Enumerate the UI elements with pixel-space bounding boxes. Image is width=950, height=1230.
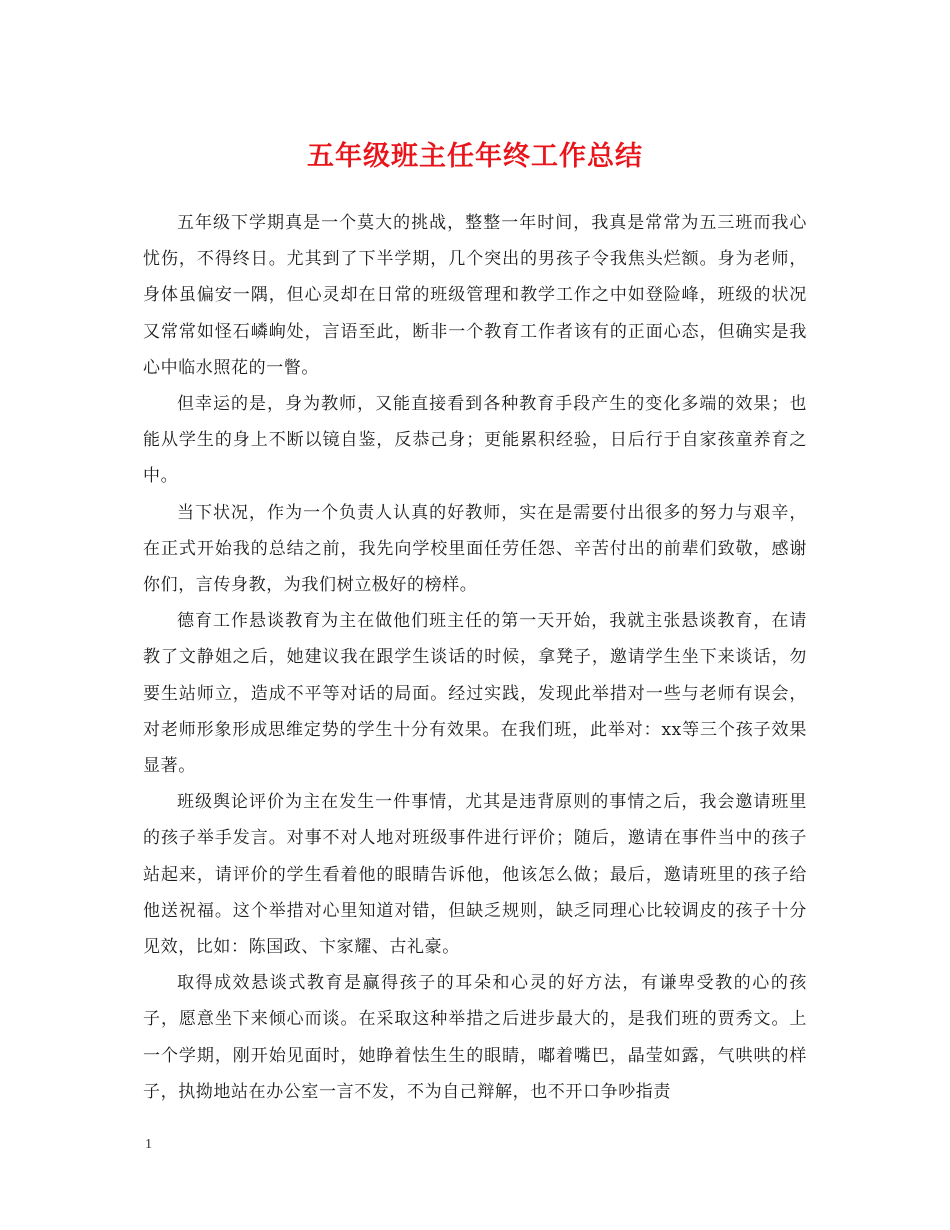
paragraph-3: 当下状况，作为一个负责人认真的好教师，实在是需要付出很多的努力与艰辛，在正式开始我的总结之前，我先向学校里面任劳任怨、辛苦付出的前辈们致敬，感谢你们，言传身教，为我们树立极好的榜样。 — [143, 502, 807, 596]
paragraph-5: 班级舆论评价为主在发生一件事情，尤其是违背原则的事情之后，我会邀请班里的孩子举手发言。对事不对人地对班级事件进行评价；随后，邀请在事件当中的孩子站起来，请评价的学生看着他的眼睛告诉他，他该怎么做；最后，邀请班里的孩子给他送祝福。这个举措对心里知道对错，但缺乏规则，缺乏同理心比较调皮的孩子十分见效，比如：陈国政、卞家耀、古礼豪。 — [143, 792, 807, 958]
document-title: 五年级班主任年终工作总结 — [307, 141, 643, 172]
paragraph-1: 五年级下学期真是一个莫大的挑战，整整一年时间，我真是常常为五三班而我心忧伤，不得终日。尤其到了下半学期，几个突出的男孩子令我焦头烂额。身为老师，身体虽偏安一隅，但心灵却在日常的班级管理和教学工作之中如登险峰，班级的状况又常常如怪石嶙峋处，言语至此，断非一个教育工作者该有的正面心态，但确实是我心中临水照花的一瞥。 — [143, 213, 807, 378]
document-body — [143, 205, 807, 1110]
paragraph-6: 取得成效悬谈式教育是赢得孩子的耳朵和心灵的好方法，有谦卑受教的心的孩子，愿意坐下来倾心而谈。在采取这种举措之后进步最大的，是我们班的贾秀文。上一个学期，刚开始见面时，她睁着怯生生的眼睛，嘟着嘴巴，晶莹如露，气哄哄的样子，执拗地站在办公室一言不发，不为自己辩解，也不开口争吵指责 — [143, 973, 807, 1102]
paragraph-2: 但幸运的是，身为教师，又能直接看到各种教育手段产生的变化多端的效果；也能从学生的身上不断以镜自鉴，反恭己身；更能累积经验，日后行于自家孩童养育之中。 — [143, 394, 807, 487]
page-number: 1 — [145, 1137, 152, 1152]
paragraph-4: 德育工作悬谈教育为主在做他们班主任的第一天开始，我就主张悬谈教育，在请教了文静姐之后，她建议我在跟学生谈话的时候，拿凳子，邀请学生坐下来谈话，勿要生站师立，造成不平等对话的局面。经过实践，发现此举措对一些与老师有误会，对老师形象形成思维定势的学生十分有效果。在我们班，此举对：xx等三个孩子效果显著。 — [143, 611, 807, 777]
